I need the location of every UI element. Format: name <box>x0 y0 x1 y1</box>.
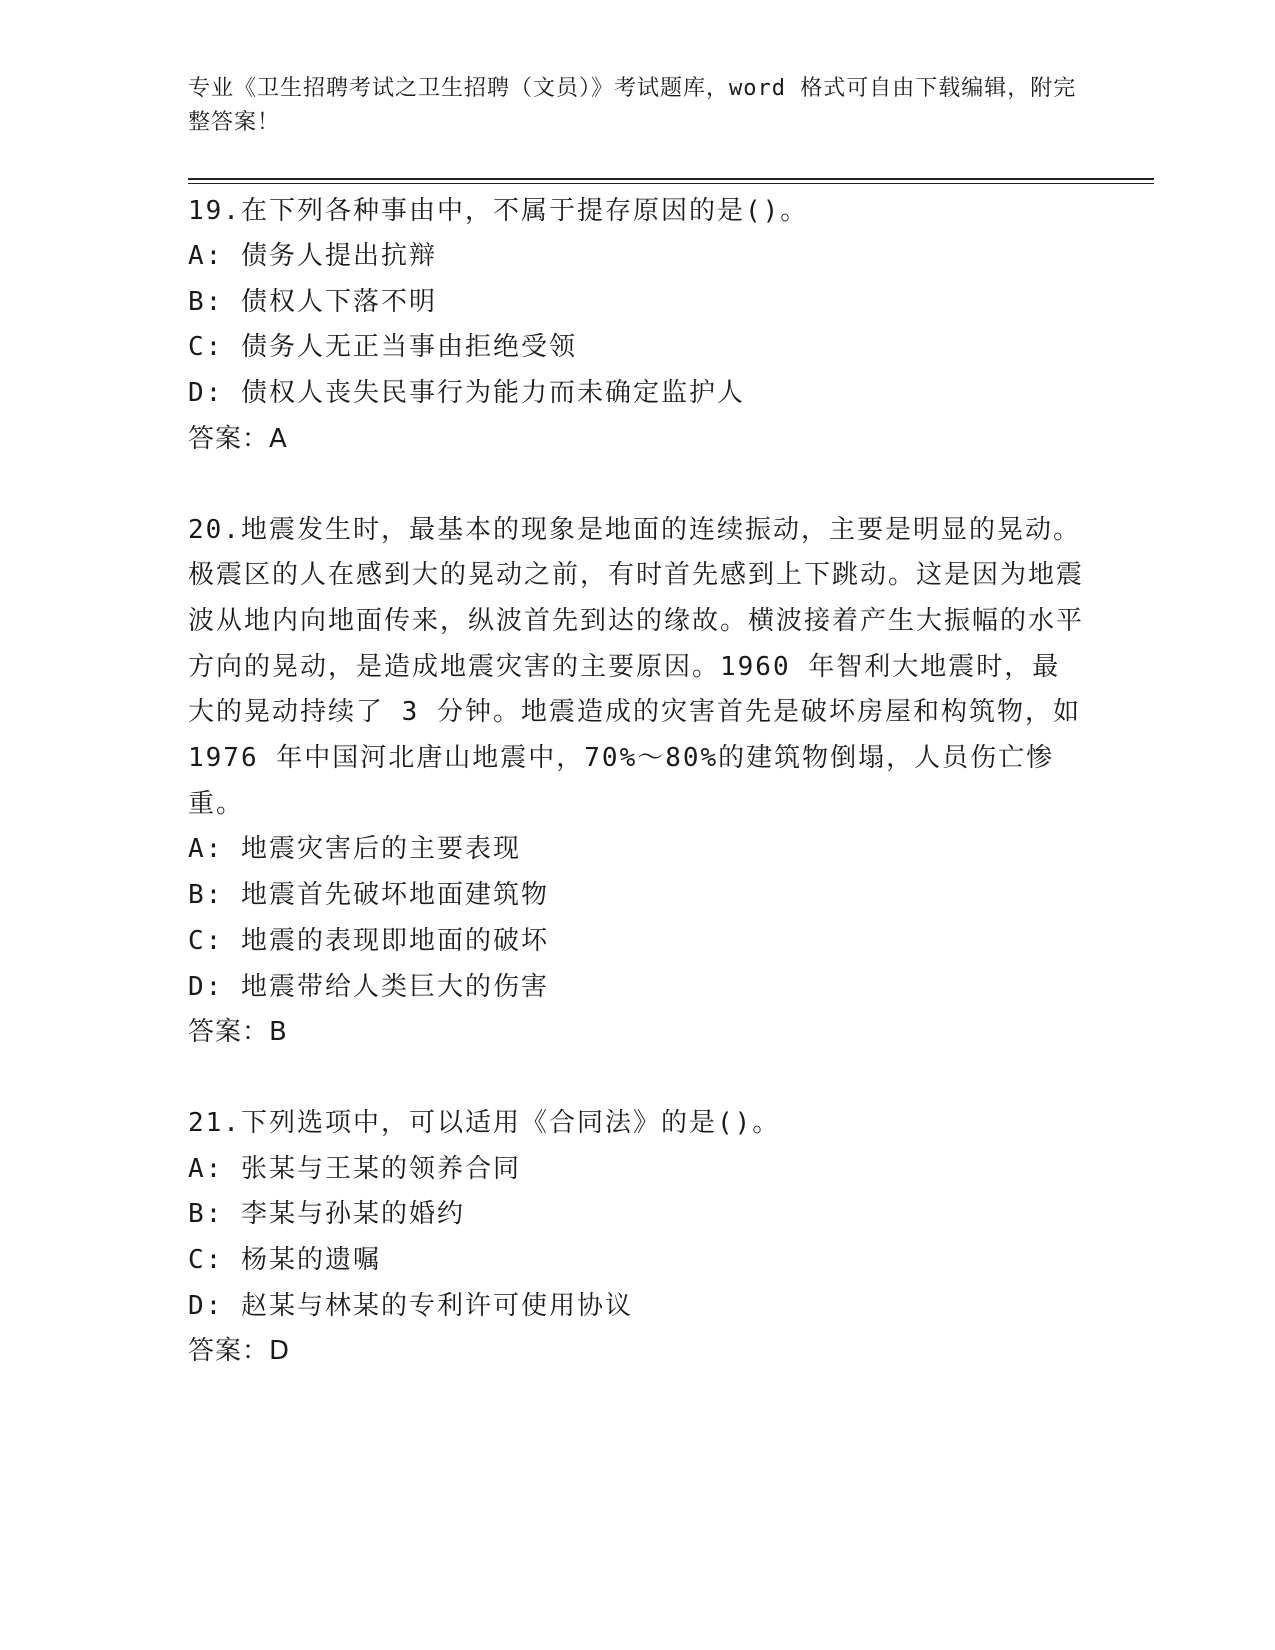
question-stem: 19.在下列各种事由中，不属于提存原因的是()。 <box>188 196 809 226</box>
option-b: B: 债权人下落不明 <box>188 286 437 317</box>
question-19 <box>188 188 1088 463</box>
header-text: 专业《卫生招聘考试之卫生招聘（文员）》考试题库，word 格式可自由下载编辑，附完整答案！ <box>188 76 1077 135</box>
question-20 <box>188 508 1099 1056</box>
option-d: D: 赵某与林某的专利许可使用协议 <box>188 1290 633 1321</box>
question-list <box>188 188 1099 1375</box>
header-rule-thin <box>188 183 1154 184</box>
question-stem: 21.下列选项中，可以适用《合同法》的是()。 <box>188 1107 781 1138</box>
option-c: C: 地震的表现即地面的破坏 <box>188 925 549 956</box>
question-stem: 20.地震发生时，最基本的现象是地面的连续振动，主要是明显的晃动。极震区的人在感到大的晃动之前，有时首先感到上下跳动。这是因为地震波从地内向地面传来，纵波首先到达的缘故。横波接着产生大振幅的水平方向的晃动，是造成地震灾害的主要原因。1960 年智利大地震时，最大的晃动持续了 3 分钟。地震造成的灾害首先是破坏房屋和构筑物，如 1976 年中国河北唐山地震中，70%～80%的建筑物倒塌，人员伤亡惨重。 <box>188 514 1099 819</box>
header-rule-thick <box>188 178 1154 180</box>
answer: 答案：D <box>188 1336 291 1367</box>
option-a: A: 地震灾害后的主要表现 <box>188 834 521 865</box>
option-a: A: 债务人提出抗辩 <box>188 241 437 271</box>
option-b: B: 李某与孙某的婚约 <box>188 1199 465 1230</box>
answer: 答案：B <box>188 1017 288 1048</box>
option-a: A: 张某与王某的领养合同 <box>188 1153 521 1184</box>
option-d: D: 债权人丧失民事行为能力而未确定监护人 <box>188 378 745 409</box>
option-b: B: 地震首先破坏地面建筑物 <box>188 880 549 911</box>
page-header <box>188 72 1088 140</box>
option-c: C: 杨某的遗嘱 <box>188 1245 381 1276</box>
option-d: D: 地震带给人类巨大的伤害 <box>188 971 549 1002</box>
question-21 <box>188 1101 1088 1375</box>
answer: 答案：A <box>188 423 288 454</box>
option-c: C: 债务人无正当事由拒绝受领 <box>188 332 577 363</box>
